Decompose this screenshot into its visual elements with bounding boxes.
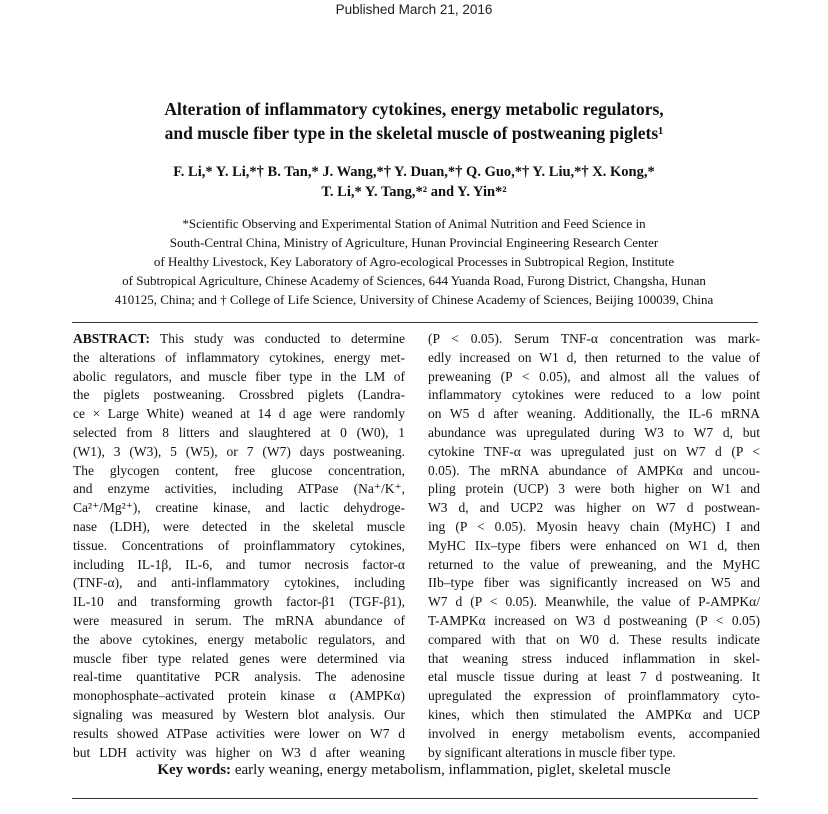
abstract-line: signaling was measured by Western blot analysis. Our <box>73 706 405 722</box>
abstract-line: but LDH activity was higher on W3 d after weaning <box>73 744 405 760</box>
keywords-label: Key words: <box>157 762 232 778</box>
abstract-line: the piglets postweaning. Crossbred piglets (Landra- <box>73 387 405 403</box>
abstract-line: that weaning stress induced inflammation in skel- <box>428 650 760 666</box>
abstract-line: upregulated the expression of proinflammatory cyto- <box>428 688 760 704</box>
authors-line: T. Li,* Y. Tang,*² and Y. Yin*² <box>321 184 507 200</box>
abstract-line: (TNF-α), and anti-inflammatory cytokines, including <box>73 575 405 591</box>
abstract-line: by significant alterations in muscle fiber type. <box>428 744 676 760</box>
abstract-line: abolic regulators, and muscle fiber type in the LM of <box>73 368 405 384</box>
affiliations <box>60 214 768 309</box>
abstract-line: (W1), 3 (W3), 5 (W5), or 7 (W7) days postweaning. <box>73 443 405 459</box>
title-line: Alteration of inflammatory cytokines, energy metabolic regulators, <box>164 99 664 119</box>
abstract-line: MyHC IIx–type fibers were enhanced on W1 d, then <box>428 537 760 553</box>
abstract-bottom-rule <box>72 798 758 799</box>
abstract-line: inflammatory cytokines were reduced to a low point <box>428 387 760 403</box>
abstract-line: pling protein (UCP) 3 were both higher on W1 and <box>428 481 760 497</box>
affiliation-line: *Scientific Observing and Experimental Station of Animal Nutrition and Feed Science in <box>182 216 646 231</box>
abstract-line: and enzyme activities, including ATPase (Na⁺/K⁺, <box>73 481 405 497</box>
abstract-first-line <box>73 330 405 349</box>
author-list <box>60 162 768 202</box>
abstract-left-column <box>73 330 405 762</box>
abstract-line: on W5 d after weaning. Additionally, the IL-6 mRNA <box>428 406 760 422</box>
title-line: and muscle fiber type in the skeletal muscle of postweaning piglets¹ <box>164 123 664 143</box>
abstract-line: IL-10 and transforming growth factor-β1 (TGF-β1), <box>73 594 405 610</box>
abstract-line: W3 d, and UCP2 was higher on W7 d postwean- <box>428 500 760 516</box>
abstract-line: IIb–type fiber was significantly increased on W5 and <box>428 575 760 591</box>
abstract-first-text: This study was conducted to determine <box>159 331 406 346</box>
abstract-line: 0.05). The mRNA abundance of AMPKα and uncou- <box>428 462 760 478</box>
abstract-top-rule <box>72 322 758 323</box>
abstract-line: (P < 0.05). Serum TNF-α concentration was mark- <box>428 331 760 346</box>
abstract-line: muscle fiber type related genes were determined via <box>73 650 405 666</box>
affiliation-line: of Subtropical Agriculture, Chinese Academy of Sciences, 644 Yuanda Road, Furong District, Changsha, Hunan <box>122 273 706 288</box>
abstract-line: compared with that on W0 d. These results indicate <box>428 631 760 647</box>
abstract-right-column <box>428 330 760 762</box>
abstract-line: cytokine TNF-α was upregulated just on W7 d (P < <box>428 443 760 459</box>
affiliation-line: South-Central China, Ministry of Agriculture, Hunan Provincial Engineering Research Center <box>169 235 659 250</box>
abstract-line: ing (P < 0.05). Myosin heavy chain (MyHC) I and <box>428 518 760 534</box>
abstract-line: results showed ATPase activities were lower on W7 d <box>73 725 405 741</box>
abstract-line: abundance was upregulated during W3 to W7 d, but <box>428 424 760 440</box>
abstract-line: were measured in serum. The mRNA abundance of <box>73 612 405 628</box>
abstract-line: monophosphate–activated protein kinase α (AMPKα) <box>73 688 405 704</box>
abstract-line: ce × Large White) weaned at 14 d age were randomly <box>73 406 405 422</box>
abstract-line: The glycogen content, free glucose concentration, <box>73 462 405 478</box>
published-date: Published March 21, 2016 <box>335 2 493 17</box>
abstract-line: nase (LDH), were detected in the skeletal muscle <box>73 518 405 534</box>
paper-title <box>60 97 768 145</box>
abstract-line: involved in energy metabolism events, accompanied <box>428 725 760 741</box>
abstract-line: kines, which then stimulated the AMPKα and UCP <box>428 706 760 722</box>
abstract-line: Ca²⁺/Mg²⁺), creatine kinase, and lactic dehydroge- <box>73 500 405 516</box>
affiliation-line: 410125, China; and † College of Life Science, University of Chinese Academy of Sciences, Beijing 100039, China <box>114 292 714 307</box>
abstract-line: returned to the value of preweaning, and the MyHC <box>428 556 760 572</box>
abstract-label: ABSTRACT: <box>73 331 151 346</box>
keywords-text: early weaning, energy metabolism, inflammation, piglet, skeletal muscle <box>234 762 671 778</box>
affiliation-line: of Healthy Livestock, Key Laboratory of Agro-ecological Processes in Subtropical Region, Institute <box>153 254 675 269</box>
abstract-line: preweaning (P < 0.05), and almost all the values of <box>428 368 760 384</box>
abstract-line: real-time quantitative PCR analysis. The adenosine <box>73 669 405 685</box>
abstract-line: the above cytokines, energy metabolic regulators, and <box>73 631 405 647</box>
authors-line: F. Li,* Y. Li,*† B. Tan,* J. Wang,*† Y. Duan,*† Q. Guo,*† Y. Liu,*† X. Kong,* <box>173 164 655 180</box>
abstract-line: the alterations of inflammatory cytokines, energy met- <box>73 349 405 365</box>
keywords <box>0 762 828 779</box>
abstract-line: etal muscle tissue during at least 7 d postweaning. It <box>428 669 760 685</box>
abstract-line: tissue. Concentrations of proinflammatory cytokines, <box>73 537 405 553</box>
abstract-line: selected from 8 litters and slaughtered at 0 (W0), 1 <box>73 424 405 440</box>
abstract-line: edly increased on W1 d, then returned to the value of <box>428 349 760 365</box>
abstract-line: including IL-1β, IL-6, and tumor necrosis factor-α <box>73 556 405 572</box>
abstract-line: W7 d (P < 0.05). Meanwhile, the value of P-AMPKα/ <box>428 594 760 610</box>
abstract-line: T-AMPKα increased on W3 d postweaning (P < 0.05) <box>428 612 760 628</box>
